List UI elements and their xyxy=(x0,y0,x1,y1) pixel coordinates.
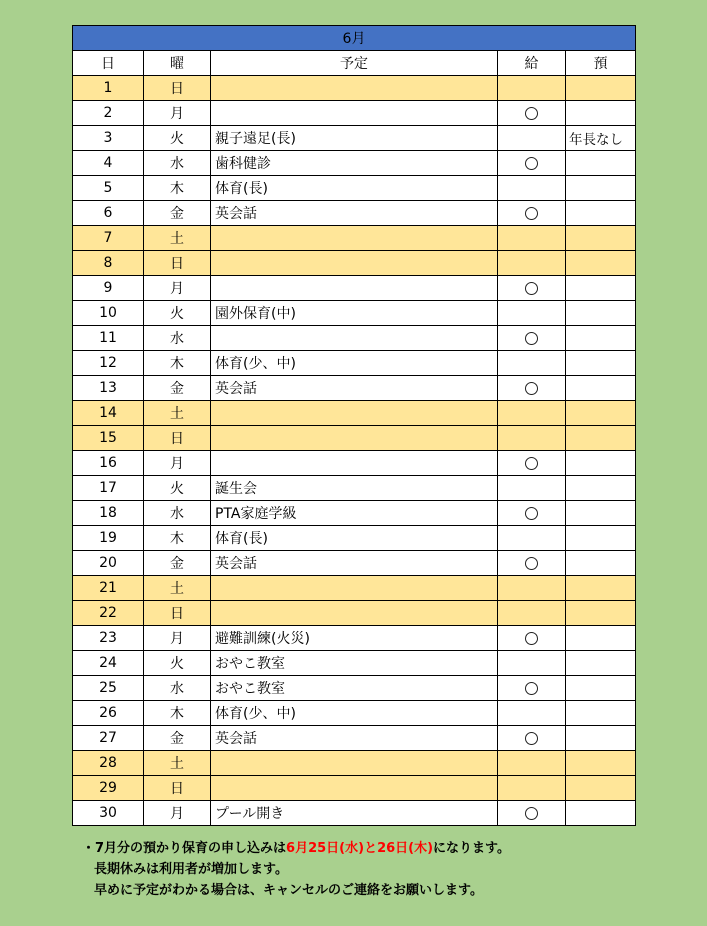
event-cell xyxy=(211,426,498,451)
event-cell: 英会話 xyxy=(211,551,498,576)
table-row xyxy=(73,776,636,801)
meal-cell xyxy=(498,226,566,251)
event-cell xyxy=(211,276,498,301)
care-note-cell xyxy=(566,526,636,551)
event-cell xyxy=(211,576,498,601)
table-row xyxy=(73,351,636,376)
weekday-cell: 金 xyxy=(144,201,211,226)
event-cell xyxy=(211,76,498,101)
meal-cell xyxy=(498,576,566,601)
day-cell: 7 xyxy=(73,226,144,251)
day-cell: 9 xyxy=(73,276,144,301)
table-row xyxy=(73,476,636,501)
care-note-cell: 年長なし xyxy=(566,126,636,151)
day-cell: 17 xyxy=(73,476,144,501)
meal-circle-icon xyxy=(525,682,538,695)
meal-cell xyxy=(498,601,566,626)
event-cell: PTA家庭学級 xyxy=(211,501,498,526)
event-cell: 親子遠足(長) xyxy=(211,126,498,151)
meal-cell xyxy=(498,801,566,826)
meal-circle-icon xyxy=(525,207,538,220)
day-cell: 12 xyxy=(73,351,144,376)
care-note-cell xyxy=(566,176,636,201)
notice-text xyxy=(82,838,510,901)
table-row xyxy=(73,126,636,151)
day-cell: 25 xyxy=(73,676,144,701)
day-cell: 24 xyxy=(73,651,144,676)
event-cell: 園外保育(中) xyxy=(211,301,498,326)
day-cell: 15 xyxy=(73,426,144,451)
weekday-cell: 木 xyxy=(144,176,211,201)
table-row xyxy=(73,626,636,651)
meal-cell xyxy=(498,776,566,801)
table-row xyxy=(73,526,636,551)
meal-cell xyxy=(498,176,566,201)
meal-circle-icon xyxy=(525,282,538,295)
meal-circle-icon xyxy=(525,382,538,395)
table-row xyxy=(73,226,636,251)
header-care: 預 xyxy=(566,51,636,76)
header-meal: 給 xyxy=(498,51,566,76)
meal-cell xyxy=(498,651,566,676)
care-note-cell xyxy=(566,351,636,376)
weekday-cell: 土 xyxy=(144,226,211,251)
meal-cell xyxy=(498,476,566,501)
notice-line-1-suffix: になります。 xyxy=(433,841,511,856)
weekday-cell: 日 xyxy=(144,76,211,101)
care-note-cell xyxy=(566,301,636,326)
weekday-cell: 土 xyxy=(144,401,211,426)
care-note-cell xyxy=(566,726,636,751)
header-day: 日 xyxy=(73,51,144,76)
weekday-cell: 水 xyxy=(144,326,211,351)
table-row xyxy=(73,376,636,401)
event-cell xyxy=(211,251,498,276)
meal-cell xyxy=(498,251,566,276)
weekday-cell: 土 xyxy=(144,576,211,601)
event-cell xyxy=(211,776,498,801)
care-note-cell xyxy=(566,476,636,501)
care-note-cell xyxy=(566,776,636,801)
meal-cell xyxy=(498,201,566,226)
weekday-cell: 水 xyxy=(144,501,211,526)
table-row xyxy=(73,326,636,351)
care-note-cell xyxy=(566,601,636,626)
day-cell: 6 xyxy=(73,201,144,226)
weekday-cell: 月 xyxy=(144,801,211,826)
weekday-cell: 火 xyxy=(144,126,211,151)
care-note-cell xyxy=(566,651,636,676)
care-note-cell xyxy=(566,501,636,526)
day-cell: 5 xyxy=(73,176,144,201)
weekday-cell: 木 xyxy=(144,701,211,726)
schedule-rows xyxy=(73,76,636,826)
weekday-cell: 火 xyxy=(144,301,211,326)
care-note-cell xyxy=(566,626,636,651)
table-row xyxy=(73,551,636,576)
care-note-cell xyxy=(566,76,636,101)
weekday-cell: 月 xyxy=(144,101,211,126)
day-cell: 8 xyxy=(73,251,144,276)
event-cell: 体育(長) xyxy=(211,176,498,201)
event-cell: 体育(少、中) xyxy=(211,701,498,726)
day-cell: 14 xyxy=(73,401,144,426)
event-cell xyxy=(211,226,498,251)
event-cell xyxy=(211,601,498,626)
event-cell: 英会話 xyxy=(211,376,498,401)
day-cell: 11 xyxy=(73,326,144,351)
meal-cell xyxy=(498,101,566,126)
table-row xyxy=(73,501,636,526)
meal-circle-icon xyxy=(525,557,538,570)
header-schedule: 予定 xyxy=(211,51,498,76)
care-note-cell xyxy=(566,751,636,776)
meal-circle-icon xyxy=(525,732,538,745)
care-note-cell xyxy=(566,426,636,451)
weekday-cell: 水 xyxy=(144,676,211,701)
table-row xyxy=(73,701,636,726)
care-note-cell xyxy=(566,326,636,351)
table-row xyxy=(73,576,636,601)
day-cell: 21 xyxy=(73,576,144,601)
table-row xyxy=(73,751,636,776)
event-cell: 歯科健診 xyxy=(211,151,498,176)
day-cell: 4 xyxy=(73,151,144,176)
table-row xyxy=(73,101,636,126)
weekday-cell: 金 xyxy=(144,726,211,751)
meal-circle-icon xyxy=(525,157,538,170)
event-cell: 英会話 xyxy=(211,726,498,751)
event-cell xyxy=(211,101,498,126)
day-cell: 19 xyxy=(73,526,144,551)
meal-circle-icon xyxy=(525,807,538,820)
day-cell: 27 xyxy=(73,726,144,751)
meal-circle-icon xyxy=(525,632,538,645)
weekday-cell: 月 xyxy=(144,626,211,651)
day-cell: 30 xyxy=(73,801,144,826)
meal-circle-icon xyxy=(525,457,538,470)
weekday-cell: 日 xyxy=(144,251,211,276)
care-note-cell xyxy=(566,701,636,726)
table-row xyxy=(73,426,636,451)
care-note-cell xyxy=(566,276,636,301)
meal-cell xyxy=(498,751,566,776)
meal-circle-icon xyxy=(525,107,538,120)
meal-cell xyxy=(498,451,566,476)
notice-line-1-prefix: ・7月分の預かり保育の申し込みは xyxy=(82,841,287,856)
day-cell: 20 xyxy=(73,551,144,576)
meal-cell xyxy=(498,551,566,576)
weekday-cell: 月 xyxy=(144,276,211,301)
care-note-cell xyxy=(566,226,636,251)
meal-circle-icon xyxy=(525,332,538,345)
monthly-schedule-table xyxy=(72,25,636,826)
day-cell: 29 xyxy=(73,776,144,801)
notice-line-1 xyxy=(82,838,510,859)
table-row xyxy=(73,801,636,826)
table-row xyxy=(73,301,636,326)
weekday-cell: 金 xyxy=(144,376,211,401)
meal-cell xyxy=(498,276,566,301)
meal-cell xyxy=(498,726,566,751)
day-cell: 23 xyxy=(73,626,144,651)
table-row xyxy=(73,726,636,751)
header-weekday: 曜 xyxy=(144,51,211,76)
day-cell: 22 xyxy=(73,601,144,626)
table-row xyxy=(73,201,636,226)
day-cell: 18 xyxy=(73,501,144,526)
meal-cell xyxy=(498,126,566,151)
day-cell: 10 xyxy=(73,301,144,326)
care-note-cell xyxy=(566,451,636,476)
meal-cell xyxy=(498,351,566,376)
care-note-cell xyxy=(566,376,636,401)
month-title: 6月 xyxy=(73,26,636,51)
care-note-cell xyxy=(566,576,636,601)
notice-dates-highlight: 6月25日(水)と26日(木) xyxy=(286,841,434,856)
care-note-cell xyxy=(566,401,636,426)
care-note-cell xyxy=(566,251,636,276)
day-cell: 28 xyxy=(73,751,144,776)
table-row xyxy=(73,276,636,301)
meal-cell xyxy=(498,151,566,176)
event-cell: プール開き xyxy=(211,801,498,826)
day-cell: 1 xyxy=(73,76,144,101)
meal-cell xyxy=(498,326,566,351)
meal-cell xyxy=(498,426,566,451)
day-cell: 13 xyxy=(73,376,144,401)
weekday-cell: 火 xyxy=(144,651,211,676)
notice-line-2: 長期休みは利用者が増加します。 xyxy=(94,862,288,877)
weekday-cell: 火 xyxy=(144,476,211,501)
care-note-cell xyxy=(566,151,636,176)
day-cell: 3 xyxy=(73,126,144,151)
day-cell: 26 xyxy=(73,701,144,726)
meal-cell xyxy=(498,76,566,101)
day-cell: 16 xyxy=(73,451,144,476)
table-row xyxy=(73,601,636,626)
event-cell: 英会話 xyxy=(211,201,498,226)
event-cell xyxy=(211,401,498,426)
weekday-cell: 日 xyxy=(144,776,211,801)
event-cell: 避難訓練(火災) xyxy=(211,626,498,651)
weekday-cell: 木 xyxy=(144,351,211,376)
weekday-cell: 木 xyxy=(144,526,211,551)
meal-cell xyxy=(498,676,566,701)
weekday-cell: 月 xyxy=(144,451,211,476)
event-cell: おやこ教室 xyxy=(211,676,498,701)
weekday-cell: 金 xyxy=(144,551,211,576)
table-row xyxy=(73,451,636,476)
weekday-cell: 土 xyxy=(144,751,211,776)
meal-cell xyxy=(498,376,566,401)
event-cell: 誕生会 xyxy=(211,476,498,501)
weekday-cell: 日 xyxy=(144,601,211,626)
table-row xyxy=(73,176,636,201)
care-note-cell xyxy=(566,101,636,126)
notice-line-3: 早めに予定がわかる場合は、キャンセルのご連絡をお願いします。 xyxy=(94,883,483,898)
care-note-cell xyxy=(566,801,636,826)
meal-cell xyxy=(498,301,566,326)
meal-cell xyxy=(498,701,566,726)
event-cell: 体育(少、中) xyxy=(211,351,498,376)
table-row xyxy=(73,76,636,101)
table-row xyxy=(73,151,636,176)
meal-circle-icon xyxy=(525,507,538,520)
event-cell xyxy=(211,326,498,351)
weekday-cell: 日 xyxy=(144,426,211,451)
day-cell: 2 xyxy=(73,101,144,126)
meal-cell xyxy=(498,526,566,551)
table-row xyxy=(73,251,636,276)
meal-cell xyxy=(498,401,566,426)
event-cell: 体育(長) xyxy=(211,526,498,551)
event-cell: おやこ教室 xyxy=(211,651,498,676)
table-row xyxy=(73,651,636,676)
meal-cell xyxy=(498,626,566,651)
weekday-cell: 水 xyxy=(144,151,211,176)
care-note-cell xyxy=(566,551,636,576)
table-row xyxy=(73,401,636,426)
event-cell xyxy=(211,451,498,476)
meal-cell xyxy=(498,501,566,526)
care-note-cell xyxy=(566,201,636,226)
care-note-cell xyxy=(566,676,636,701)
event-cell xyxy=(211,751,498,776)
table-row xyxy=(73,676,636,701)
